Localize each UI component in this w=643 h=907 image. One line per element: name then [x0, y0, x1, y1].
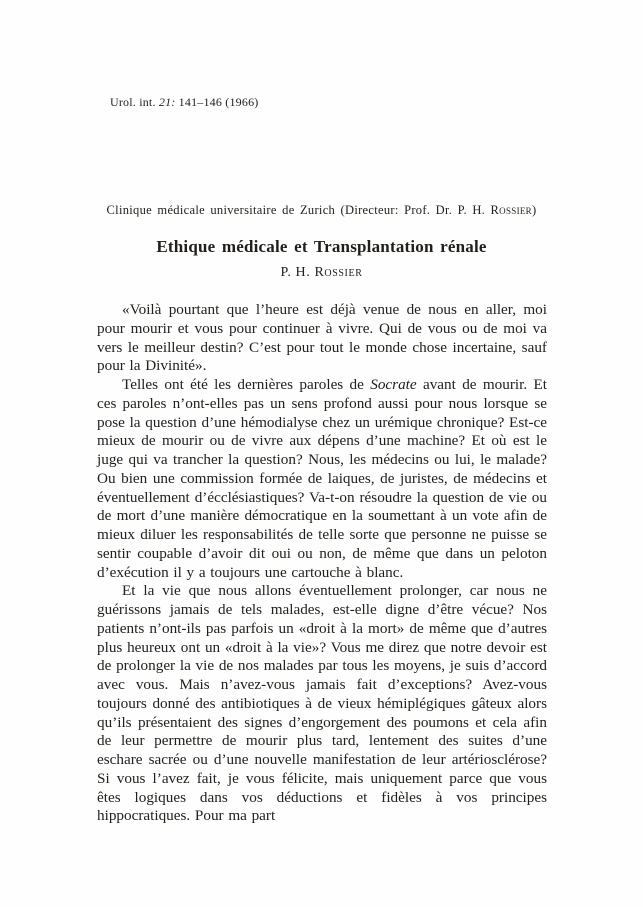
paragraph-socrate-pre: Telles ont été les dernières paroles de — [122, 376, 371, 393]
affiliation-close-paren: ) — [531, 203, 537, 217]
author-surname: Rossier — [314, 265, 363, 280]
article-title: Ethique médicale et Transplantation rénale — [156, 237, 487, 256]
citation-pages: 141–146 (1966) — [175, 95, 259, 109]
paragraph-quote: «Voilà pourtant que l’heure est déjà venue de nous en aller, moi pour mourir et vous pour continuer à vivre. Qui de vous ou de moi va vers le meilleur destin? C’est pour tout le monde chose incertaine, sauf pour la Divinité». — [97, 301, 547, 375]
journal-citation — [110, 95, 258, 110]
citation-journal-name: Urol. int. — [110, 95, 159, 109]
citation-volume: 21: — [158, 95, 176, 109]
socrate-name: Socrate — [370, 376, 417, 393]
affiliation-director-name: Rossier — [490, 203, 532, 217]
affiliation-text: Clinique médicale universitaire de Zurich (Directeur: Prof. Dr. P. H. — [106, 203, 491, 217]
author-initials: P. H. — [280, 265, 315, 280]
affiliation-line — [0, 203, 643, 218]
paragraph-socrate — [97, 376, 547, 582]
article-body — [97, 301, 547, 826]
author-byline — [0, 265, 643, 281]
paragraph-ethics: Et la vie que nous allons éventuellement prolonger, car nous ne guérissons jamais de tels malades, est-elle digne d’être vécue? Nos patients n’ont-ils pas parfois un «droit à la mort» de même que d’autres plus heureux ont un «droit à la vie»? Vous me direz que notre devoir est de prolonger la vie de nos malades par tous les moyens, je suis d’accord avec vous. Mais n’avez-vous jamais fait d’exceptions? Avez-vous toujours donné des antibiotiques à de vieux hémiplégiques gâteux alors qu’ils présentaient des signes d’engorgement des poumons et cela afin de leur permettre de mourir plus tard, lentement des suites d’une eschare sacrée ou d’une nouvelle manifestation de leur artériosclérose? Si vous l’avez fait, je vous félicite, mais uniquement parce que vous êtes logiques dans vos déductions et fidèles à vos principes hippocratiques. Pour ma part — [97, 582, 547, 825]
paragraph-socrate-post: avant de mourir. Et ces paroles n’ont-elles pas un sens profond aussi pour nous lorsque se pose la question d’une hémodialyse chez un urémique chronique? Est-ce mieux de mourir ou de vivre aux dépens d’une machine? Et où est le juge qui va trancher la question? Nous, les médecins ou lui, le malade? Ou bien une commission formée de laiques, de juristes, de médecins et éventuellement d’écclésiastiques? Va-t-on résoudre la question de vie ou de mort d’une manière démocratique en la soumettant à un vote afin de mieux diluer les responsabilités de telle sorte que personne ne puisse se sentir coupable d’avoir dit oui ou non, de même que dans un peloton d’exécution il y a toujours une cartouche à blanc. — [97, 376, 547, 581]
